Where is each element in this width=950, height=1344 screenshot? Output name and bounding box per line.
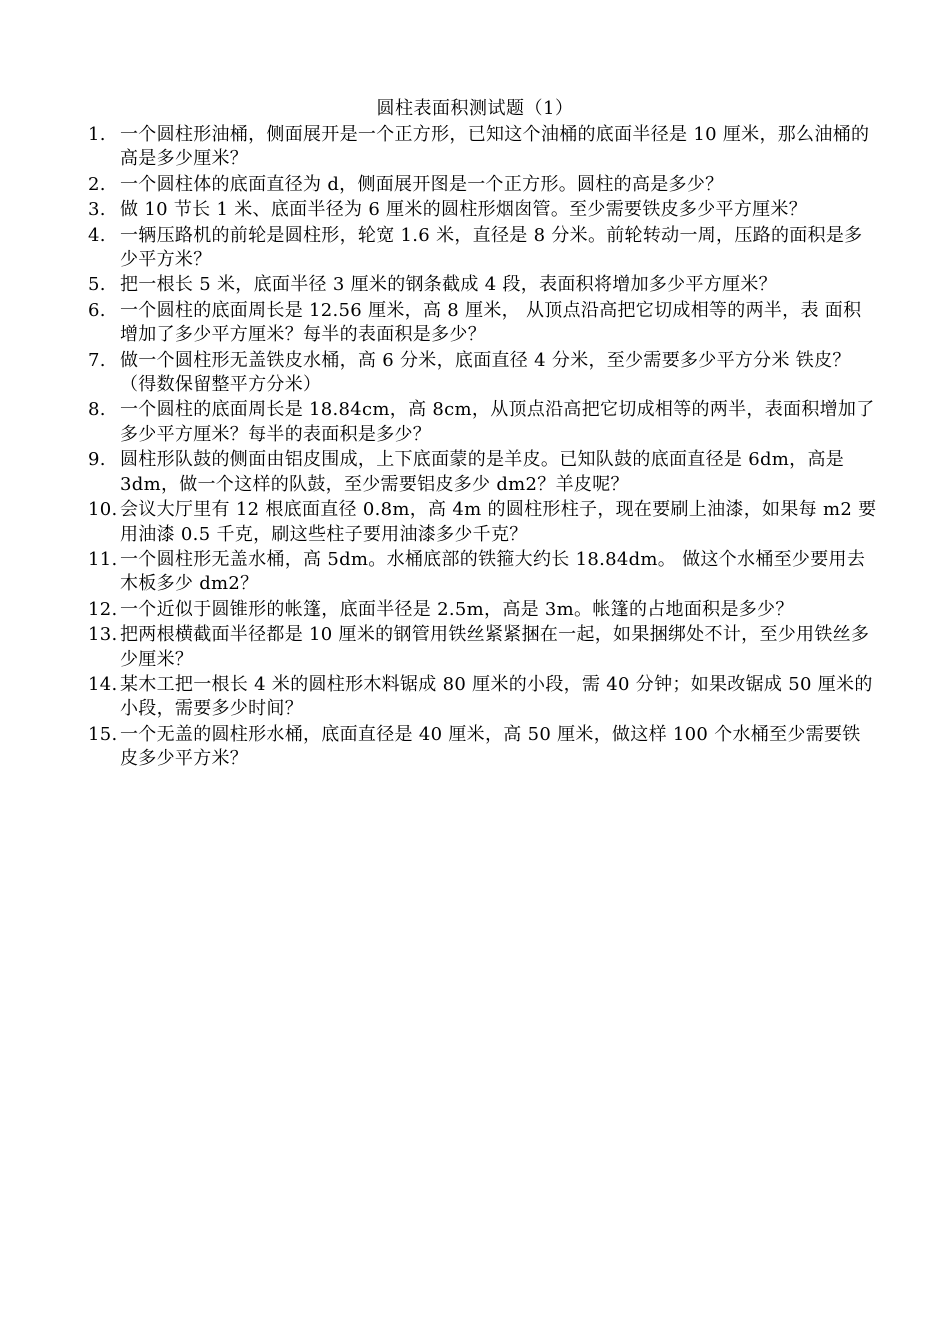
question-number: 11. (88, 548, 118, 570)
question-text: 会议大厅里有 12 根底面直径 0.8m，高 4m 的圆柱形柱子，现在要刷上油漆，如果每 m2 要用油漆 0.5 千克，刷这些柱子要用油漆多少千克？ (120, 499, 877, 545)
question-item (88, 723, 878, 772)
question-text: 做 10 节长 1 米、底面半径为 6 厘米的圆柱形烟囱管。至少需要铁皮多少平方厘米？ (120, 199, 808, 221)
question-text: 某木工把一根长 4 米的圆柱形木料锯成 80 厘米的小段，需 40 分钟；如果改锯成 50 厘米的小段，需要多少时间？ (120, 673, 873, 720)
question-number: 5. (88, 274, 106, 296)
question-item (88, 448, 878, 497)
question-text: 一辆压路机的前轮是圆柱形，轮宽 1.6 米，直径是 8 分米。前轮转动一周，压路的面积是多少平方米？ (120, 224, 863, 271)
question-item (88, 198, 878, 222)
question-number: 13. (88, 624, 118, 646)
question-number: 3. (88, 199, 106, 221)
question-text: 一个无盖的圆柱形水桶，底面直径是 40 厘米，高 50 厘米，做这样 100 个水桶至少需要铁皮多少平方米？ (120, 723, 861, 770)
question-text: 做一个圆柱形无盖铁皮水桶，高 6 分米，底面直径 4 分米，至少需要多少平方分米 铁皮？（得数保留整平方分米） (120, 349, 851, 396)
question-list (88, 123, 878, 773)
question-number: 6. (88, 299, 106, 321)
question-item (88, 623, 878, 672)
question-number: 8. (88, 399, 106, 421)
question-number: 12. (88, 598, 118, 620)
question-number: 10. (88, 499, 118, 521)
question-item (88, 349, 878, 398)
question-item (88, 299, 878, 348)
question-number: 7. (88, 349, 106, 371)
question-text: 一个圆柱的底面周长是 12.56 厘米，高 8 厘米， 从顶点沿高把它切成相等的两半，表 面积增加了多少平方厘米？每半的表面积是多少？ (120, 299, 862, 346)
question-text: 一个圆柱形油桶，侧面展开是一个正方形，已知这个油桶的底面半径是 10 厘米，那么油桶的高是多少厘米？ (120, 124, 870, 170)
question-text: 把一根长 5 米，底面半径 3 厘米的钢条截成 4 段，表面积将增加多少平方厘米？ (120, 274, 777, 296)
question-item (88, 498, 878, 547)
question-text: 一个圆柱体的底面直径为 d，侧面展开图是一个正方形。圆柱的高是多少？ (120, 173, 724, 195)
question-item (88, 598, 878, 622)
question-number: 4. (88, 224, 106, 246)
question-number: 15. (88, 723, 118, 745)
question-item (88, 273, 878, 297)
question-number: 14. (88, 673, 118, 695)
question-number: 9. (88, 449, 106, 471)
question-item (88, 224, 878, 273)
question-item (88, 398, 878, 447)
question-item (88, 123, 878, 172)
question-item (88, 673, 878, 722)
document-title: 圆柱表面积测试题（1） (376, 98, 574, 119)
question-text: 圆柱形队鼓的侧面由铝皮围成，上下底面蒙的是羊皮。已知队鼓的底面直径是 6dm，高是 3dm，做一个这样的队鼓，至少需要铝皮多少 dm2？羊皮呢？ (120, 449, 845, 495)
question-item (88, 548, 878, 597)
question-item (88, 173, 878, 197)
question-text: 一个圆柱形无盖水桶，高 5dm。水桶底部的铁箍大约长 18.84dm。 做这个水桶至少要用去木板多少 dm2？ (120, 548, 866, 595)
question-text: 一个圆柱的底面周长是 18.84cm，高 8cm，从顶点沿高把它切成相等的两半，表面积增加了多少平方厘米？每半的表面积是多少？ (120, 399, 875, 445)
question-number: 2. (88, 173, 106, 195)
question-text: 一个近似于圆锥形的帐篷，底面半径是 2.5m，高是 3m。帐篷的占地面积是多少？ (120, 598, 794, 620)
question-text: 把两根横截面半径都是 10 厘米的钢管用铁丝紧紧捆在一起，如果捆绑处不计，至少用铁丝多少厘米？ (120, 624, 870, 670)
question-number: 1. (88, 124, 106, 145)
